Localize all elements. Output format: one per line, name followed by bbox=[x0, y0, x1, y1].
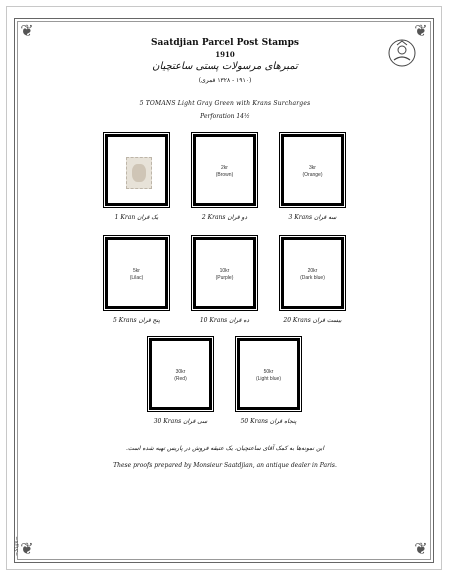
stamp-color: (Light blue) bbox=[255, 376, 281, 382]
stamp-caption: 5 Krans پنج قران bbox=[112, 317, 161, 324]
stamp-color: (Red) bbox=[174, 376, 187, 382]
stamp-value: 10kr bbox=[219, 268, 230, 274]
stamp-caption: 10 Krans ده قران bbox=[199, 317, 250, 324]
stamp-color: (Purple) bbox=[215, 275, 234, 281]
stamp-slot-1kr bbox=[105, 134, 168, 206]
stamp-value: 20kr bbox=[307, 268, 318, 274]
stamp-slot-20kr bbox=[281, 237, 344, 309]
stamp-caption: 3 Krans سه قران bbox=[288, 214, 337, 221]
stamp-color: (Lilac) bbox=[129, 275, 144, 281]
page-title: Saatdjian Parcel Post Stamps bbox=[151, 38, 299, 48]
persian-subtitle: (۱۹۱۰ - ۱۳۲۸ قمری) bbox=[198, 77, 252, 84]
stamp-color: (Orange) bbox=[302, 172, 323, 178]
stamp-value: 50kr bbox=[263, 369, 274, 375]
english-footer-note: These proofs prepared by Monsieur Saatdjian, an antique dealer in Paris. bbox=[113, 462, 337, 469]
stamp-caption: 20 Krans بیست قران bbox=[283, 317, 342, 324]
stamp-color: (Brown) bbox=[215, 172, 234, 178]
stamp-value: 5kr bbox=[133, 268, 140, 274]
stamp-image bbox=[126, 157, 152, 189]
stamp-caption: 50 Krans پنجاه قران bbox=[240, 418, 297, 425]
ornament-corner-icon: ❦ bbox=[20, 539, 34, 558]
persian-footer-note: این نمونه‌ها به کمک آقای ساعتچیان، یک عتیقه فروش در پاریس تهیه شده است. bbox=[125, 445, 324, 452]
stamp-slot-3kr bbox=[281, 134, 344, 206]
signature-mark: ~Sign~ bbox=[14, 536, 20, 556]
stamp-slot-30kr bbox=[149, 338, 212, 410]
page-year: 1910 bbox=[215, 50, 235, 59]
persian-title: تمبرهای مرسولات پستی ساعتچیان bbox=[152, 61, 298, 72]
perforation-note: Perforation 14½ bbox=[200, 113, 250, 120]
stamp-caption: 2 Krans دو قران bbox=[201, 214, 248, 221]
ornament-corner-icon: ❦ bbox=[414, 21, 428, 40]
ornament-corner-icon: ❦ bbox=[414, 539, 428, 558]
stamp-value: 30kr bbox=[175, 369, 186, 375]
stamp-caption: 1 Kran یک قران bbox=[114, 214, 159, 221]
stamp-slot-10kr bbox=[193, 237, 256, 309]
stamp-value: 2kr bbox=[221, 165, 228, 171]
stamp-value: 3kr bbox=[309, 165, 316, 171]
ornament-corner-icon: ❦ bbox=[20, 21, 34, 40]
stamp-color: (Dark blue) bbox=[300, 275, 325, 281]
stamp-slot-5kr bbox=[105, 237, 168, 309]
stamp-slot-2kr bbox=[193, 134, 256, 206]
stamp-slot-50kr bbox=[237, 338, 300, 410]
stamp-caption: 30 Krans سی قران bbox=[153, 418, 208, 425]
issue-description: 5 TOMANS Light Gray Green with Krans Surcharges bbox=[139, 100, 311, 107]
